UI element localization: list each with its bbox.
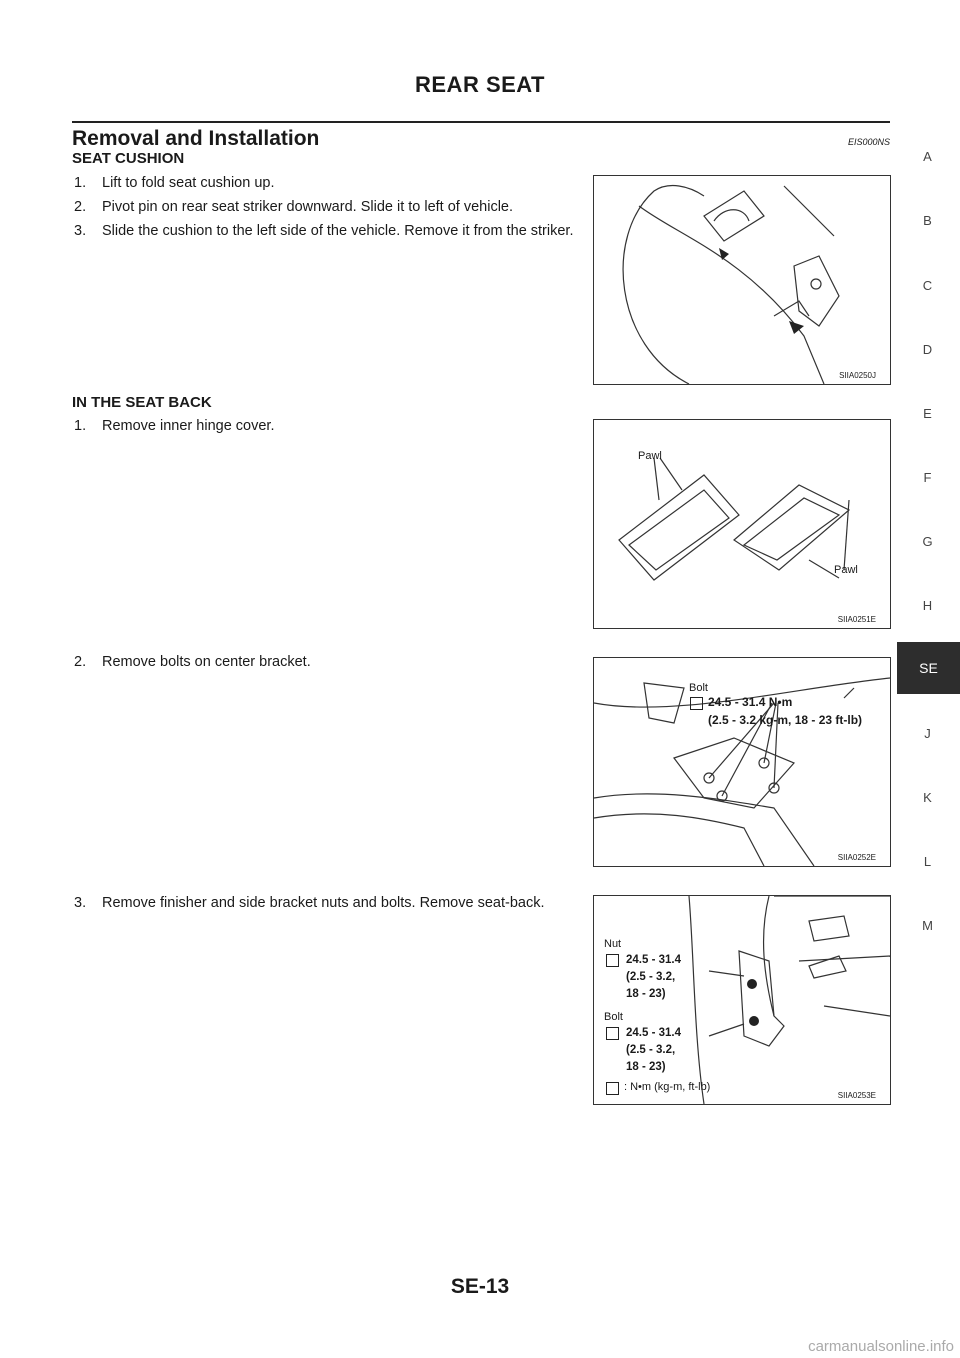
nut-torque: 24.5 - 31.4	[626, 954, 681, 966]
center-bracket-illustration	[594, 658, 890, 866]
step-text: Lift to fold seat cushion up.	[102, 175, 275, 191]
nut-label: Nut	[604, 938, 622, 950]
seatback-step-1	[74, 416, 584, 436]
side-tab-e[interactable]: E	[923, 406, 932, 421]
side-tab-d[interactable]: D	[922, 342, 933, 357]
step-number: 2.	[74, 199, 87, 215]
side-tab-se[interactable]: SE	[897, 642, 960, 694]
cushion-step-3	[74, 221, 584, 241]
side-tab-g[interactable]: G	[922, 534, 933, 549]
side-tab-c[interactable]: C	[922, 278, 933, 293]
side-tab-b[interactable]: B	[923, 213, 932, 228]
step-text: Pivot pin on rear seat striker downward. Slide it to left of vehicle.	[102, 199, 514, 215]
side-tab-m[interactable]: M	[922, 918, 933, 933]
figure-hinge-cover	[593, 419, 891, 629]
figure-code: SIIA0250J	[839, 371, 876, 380]
section-code: EIS000NS	[847, 137, 890, 147]
torque-spec: 24.5 - 31.4 N•m	[708, 695, 793, 709]
section-title: Removal and Installation	[72, 127, 320, 150]
step-number: 2.	[74, 654, 87, 670]
step-number: 1.	[74, 175, 87, 191]
cushion-step-2	[74, 197, 584, 217]
figure-code: SIIA0252E	[837, 853, 876, 862]
step-number: 3.	[74, 223, 87, 239]
torque-spec-alt: (2.5 - 3.2 kg-m, 18 - 23 ft-lb)	[708, 713, 863, 727]
figure-code: SIIA0253E	[837, 1091, 876, 1100]
pawl-label: Pawl	[834, 564, 858, 576]
step-text: Remove inner hinge cover.	[102, 418, 275, 434]
seat-cushion-illustration	[594, 176, 890, 384]
pawl-label: Pawl	[638, 450, 662, 462]
seatback-step-3	[74, 893, 584, 913]
bolt-label: Bolt	[604, 1011, 623, 1023]
side-tab-j[interactable]: J	[924, 726, 931, 741]
side-tab-f[interactable]: F	[923, 470, 932, 485]
bolt-torque: 24.5 - 31.4	[626, 1027, 681, 1039]
nut-torque-alt: (2.5 - 3.2,	[626, 971, 676, 983]
side-tab-k[interactable]: K	[923, 790, 932, 805]
page-number: SE-13	[450, 1275, 510, 1298]
nut-torque-alt: 18 - 23)	[626, 988, 666, 1000]
seat-cushion-heading: SEAT CUSHION	[72, 150, 185, 167]
side-tab-a[interactable]: A	[923, 149, 932, 164]
seat-back-heading: IN THE SEAT BACK	[72, 394, 212, 411]
step-number: 1.	[74, 418, 87, 434]
side-tab-l[interactable]: L	[923, 854, 932, 869]
watermark: carmanualsonline.info	[808, 1338, 954, 1355]
bolt-label: Bolt	[689, 682, 708, 694]
page-title: REAR SEAT	[415, 72, 545, 97]
seatback-step-2	[74, 652, 584, 672]
step-text: Remove finisher and side bracket nuts and bolts. Remove seat-back.	[102, 895, 545, 911]
bolt-torque-alt: 18 - 23)	[626, 1061, 666, 1073]
step-text: Slide the cushion to the left side of the vehicle. Remove it from the striker.	[102, 223, 574, 239]
torque-wrench-icon	[690, 697, 703, 710]
side-tab-h[interactable]: H	[922, 598, 933, 613]
torque-wrench-icon	[606, 1027, 619, 1040]
torque-legend: : N•m (kg-m, ft-lb)	[624, 1081, 711, 1093]
step-number: 3.	[74, 895, 87, 911]
torque-wrench-icon	[606, 954, 619, 967]
cushion-step-1	[74, 173, 584, 193]
figure-center-bracket	[593, 657, 891, 867]
figure-code: SIIA0251E	[837, 615, 876, 624]
step-text: Remove bolts on center bracket.	[102, 654, 311, 670]
title-rule	[72, 121, 890, 123]
bolt-torque-alt: (2.5 - 3.2,	[626, 1044, 676, 1056]
torque-wrench-icon	[606, 1082, 619, 1095]
figure-side-bracket	[593, 895, 891, 1105]
figure-seat-cushion	[593, 175, 891, 385]
